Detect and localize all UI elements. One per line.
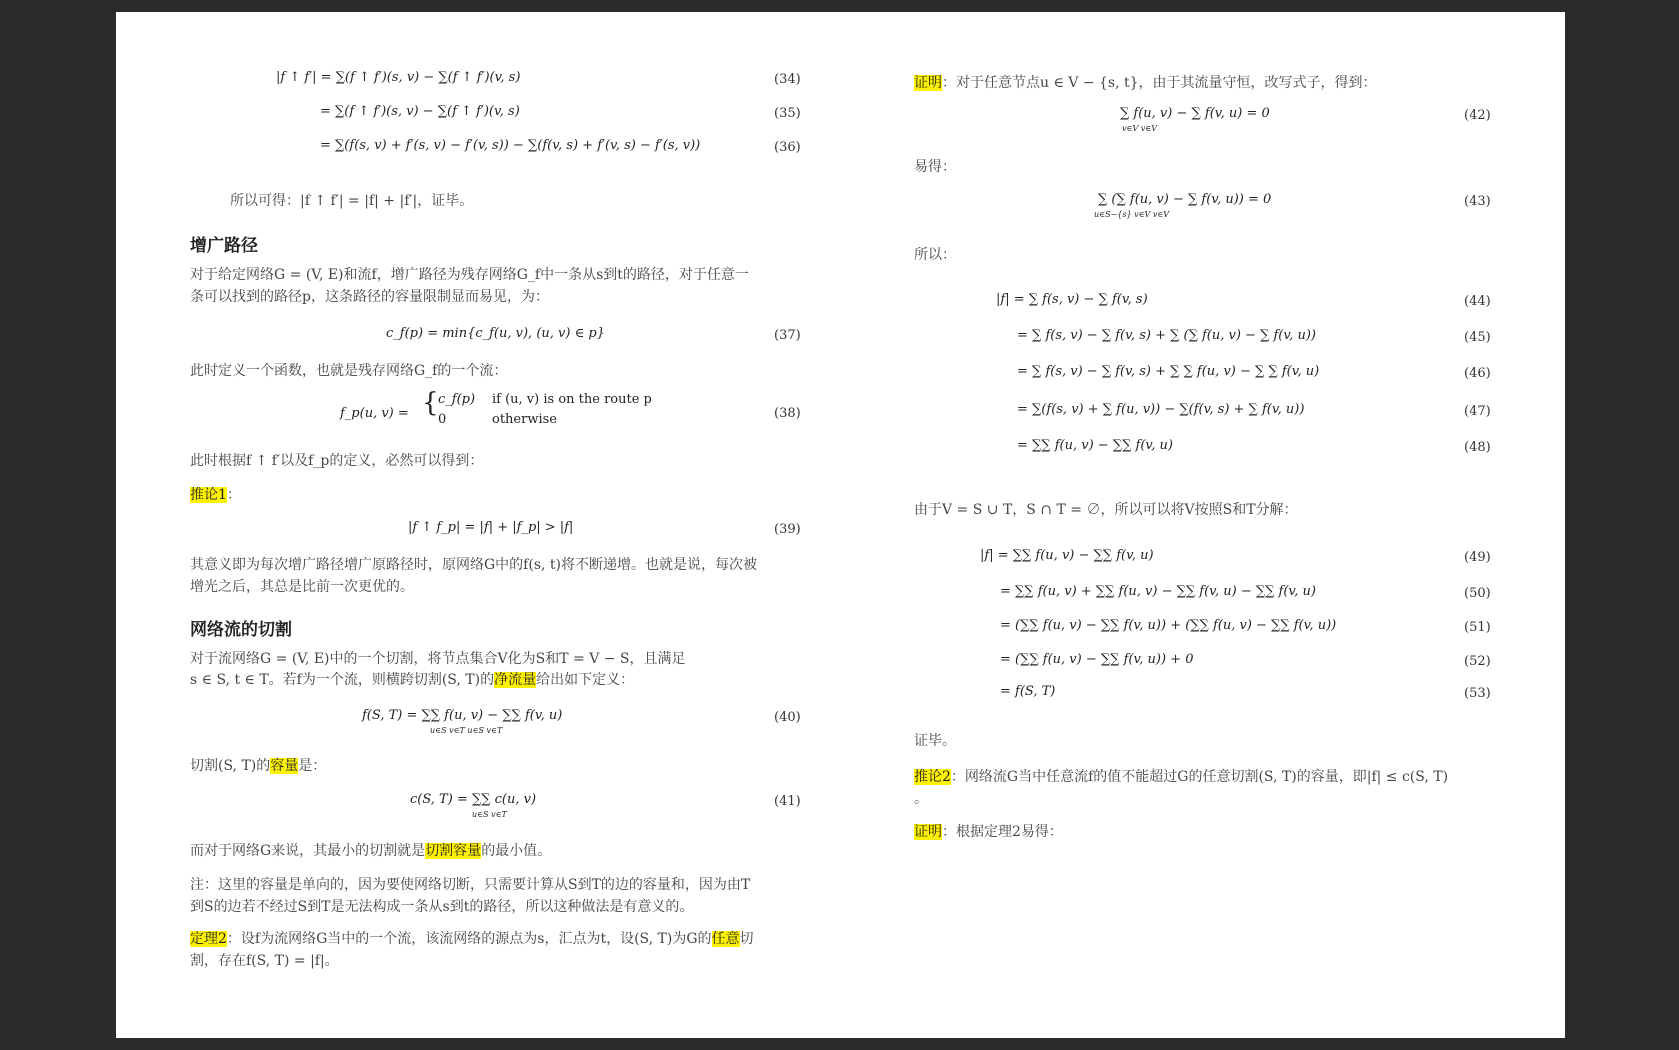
equation-number-44: (44)	[1464, 294, 1491, 309]
equation-38-case2-condition: otherwise	[492, 412, 557, 427]
equation-number-36: (36)	[774, 140, 801, 155]
equation-number-53: (53)	[1464, 686, 1491, 701]
heading-augmenting-path: 增广路径	[190, 236, 258, 256]
proof-2-label: 证明	[914, 824, 942, 840]
equation-36: = ∑(f(s, v) + f′(s, v) − f′(v, s)) − ∑(f(v, s) + f′(v, s) − f′(s, v))	[320, 138, 701, 153]
equation-38-lhs: f_p(u, v) =	[340, 406, 409, 421]
equation-51: = (∑∑ f(u, v) − ∑∑ f(v, u)) + (∑∑ f(u, v) − ∑∑ f(v, u))	[1000, 618, 1337, 633]
proof-2-text: ：根据定理2易得：	[942, 824, 1063, 840]
document-page	[116, 12, 1565, 1038]
equation-42-subscripts: v∈V v∈V	[1122, 124, 1157, 133]
equation-38-case1: c_f(p)	[438, 392, 476, 407]
define-function-paragraph: 此时定义一个函数，也就是残存网络G_f的一个流：	[190, 363, 508, 379]
equation-number-47: (47)	[1464, 404, 1491, 419]
equation-number-39: (39)	[774, 522, 801, 537]
equation-number-38: (38)	[774, 406, 801, 421]
cut-capacity-line	[190, 755, 326, 777]
equation-number-48: (48)	[1464, 440, 1491, 455]
equation-53: = f(S, T)	[1000, 684, 1056, 699]
equation-37: c_f(p) = min{c_f(u, v), (u, v) ∈ p}	[386, 326, 605, 341]
equation-number-42: (42)	[1464, 108, 1491, 123]
equation-47: = ∑(f(s, v) + ∑ f(u, v)) − ∑(f(v, s) + ∑ f(v, u))	[1017, 402, 1305, 417]
equation-number-50: (50)	[1464, 586, 1491, 601]
note-paragraph: 注：这里的容量是单向的，因为要使网络切断，只需要计算从S到T的边的容量和，因为由T到S的边若不经过S到T是无法构成一条从s到t的路径，所以这种做法是有意义的。	[190, 877, 751, 915]
minimum-cut-text-b: 的最小值。	[481, 843, 552, 859]
equation-38-case2: 0	[438, 412, 447, 427]
equation-41: c(S, T) = ∑∑ c(u, v)	[410, 792, 537, 807]
by-definition-paragraph: 此时根据f ↑ f′以及f_p的定义，必然可以得到：	[190, 453, 484, 469]
augmenting-path-paragraph: 对于给定网络G = (V, E)和流f，增广路径为残存网络G_f中一条从s到t的路径，对于任意一条可以找到的路径p，这条路径的容量限制显而易见，为：	[190, 267, 749, 305]
equation-48: = ∑∑ f(u, v) − ∑∑ f(v, u)	[1017, 438, 1173, 453]
cut-paragraph-line-1: 对于流网络G = (V, E)中的一个切割，将节点集合V化为S和T = V − S，且满足	[190, 651, 686, 667]
proof-2-paragraph	[914, 821, 1484, 843]
theorem-2-label: 定理2	[190, 931, 227, 947]
equation-number-40: (40)	[774, 710, 801, 725]
equation-number-34: (34)	[774, 72, 801, 87]
corollary-2-text: ：网络流G当中任意流f的值不能超过G的任意切割(S, T)的容量，即|f| ≤ c(S, T)	[950, 769, 1449, 785]
equation-52: = (∑∑ f(u, v) − ∑∑ f(v, u)) + 0	[1000, 652, 1194, 667]
equation-number-46: (46)	[1464, 366, 1491, 381]
equation-number-52: (52)	[1464, 654, 1491, 669]
minimum-cut-line	[190, 840, 551, 862]
corollary-2-paragraph	[914, 766, 1490, 788]
equation-42: ∑ f(u, v) − ∑ f(v, u) = 0	[1120, 106, 1270, 121]
corollary-1-colon: ：	[226, 487, 241, 503]
cut-paragraph-line-2	[190, 669, 760, 691]
equation-34: |f ↑ f′| = ∑(f ↑ f′)(s, v) − ∑(f ↑ f′)(v, s)	[276, 70, 521, 85]
theorem-2-text-b: 切割，存在f(S, T) = |f|。	[190, 931, 754, 969]
conclusion-text: 所以可得：|f ↑ f′| = |f| + |f′|，证毕。	[230, 193, 474, 209]
proof-label: 证明	[914, 75, 942, 91]
cut-paragraph-text-a: s ∈ S, t ∈ T。若f为一个流，则横跨切割(S, T)的	[190, 672, 495, 688]
minimum-cut-text-a: 而对于网络G来说，其最小的切割就是	[190, 843, 426, 859]
equation-38-brace: {	[422, 388, 439, 418]
qed-text: 证毕。	[914, 733, 956, 749]
equation-43: ∑ (∑ f(u, v) − ∑ f(v, u)) = 0	[1098, 192, 1272, 207]
corollary-1-line	[190, 484, 241, 506]
equation-number-43: (43)	[1464, 194, 1491, 209]
proof-text: ：对于任意节点u ∈ V − {s, t}，由于其流量守恒，改写式子，得到：	[942, 75, 1377, 91]
therefore-text: 所以：	[914, 247, 956, 263]
equation-number-45: (45)	[1464, 330, 1491, 345]
heading-network-cut: 网络流的切割	[190, 620, 292, 640]
easy-to-get-text: 易得：	[914, 159, 956, 175]
equation-35: = ∑(f ↑ f′)(s, v) − ∑(f ↑ f′)(v, s)	[320, 104, 520, 119]
equation-number-51: (51)	[1464, 620, 1491, 635]
equation-46: = ∑ f(s, v) − ∑ f(v, s) + ∑ ∑ f(u, v) − ∑ ∑ f(v, u)	[1017, 364, 1320, 379]
capacity-highlight: 容量	[270, 758, 299, 774]
equation-49: |f| = ∑∑ f(u, v) − ∑∑ f(v, u)	[980, 548, 1154, 563]
equation-45: = ∑ f(s, v) − ∑ f(v, s) + ∑ (∑ f(u, v) − ∑ f(v, u))	[1017, 328, 1316, 343]
equation-number-35: (35)	[774, 106, 801, 121]
equation-38-case1-condition: if (u, v) is on the route p	[492, 392, 652, 407]
cut-capacity-text-a: 切割(S, T)的	[190, 758, 271, 774]
net-flow-highlight: 净流量	[494, 672, 537, 688]
proof-paragraph	[914, 72, 1484, 94]
equation-40: f(S, T) = ∑∑ f(u, v) − ∑∑ f(v, u)	[362, 708, 563, 723]
equation-43-subscripts: u∈S−{s} v∈V v∈V	[1094, 210, 1170, 219]
equation-number-49: (49)	[1464, 550, 1491, 565]
meaning-paragraph: 其意义即为每次增广路径增广原路径时，原网络G中的f(s, t)将不断递增。也就是说，每次被增光之后，其总是比前一次更优的。	[190, 557, 757, 595]
since-paragraph: 由于V = S ∪ T，S ∩ T = ∅，所以可以将V按照S和T分解：	[914, 502, 1298, 518]
arbitrary-highlight-2: 意	[725, 931, 740, 947]
equation-41-subscripts: u∈S v∈T	[472, 810, 507, 819]
equation-number-37: (37)	[774, 328, 801, 343]
corollary-2-tail: 。	[914, 791, 928, 807]
arbitrary-highlight-1: 任	[711, 931, 726, 947]
equation-40-subscripts: u∈S v∈T u∈S v∈T	[430, 726, 503, 735]
theorem-2-text-a: ：设f为流网络G当中的一个流，该流网络的源点为s，汇点为t，设(S, T)为G的	[226, 931, 712, 947]
equation-50: = ∑∑ f(u, v) + ∑∑ f(u, v) − ∑∑ f(v, u) − ∑∑ f(v, u)	[1000, 584, 1316, 599]
equation-39: |f ↑ f_p| = |f| + |f_p| > |f|	[408, 520, 574, 535]
theorem-2-paragraph	[190, 928, 760, 972]
corollary-2-label: 推论2	[914, 769, 951, 785]
cut-capacity-highlight: 切割容量	[425, 843, 482, 859]
equation-44: |f| = ∑ f(s, v) − ∑ f(v, s)	[996, 292, 1148, 307]
equation-number-41: (41)	[774, 794, 801, 809]
corollary-1-label: 推论1	[190, 487, 227, 503]
cut-paragraph-text-b: 给出如下定义：	[536, 672, 635, 688]
cut-capacity-text-b: 是：	[298, 758, 327, 774]
